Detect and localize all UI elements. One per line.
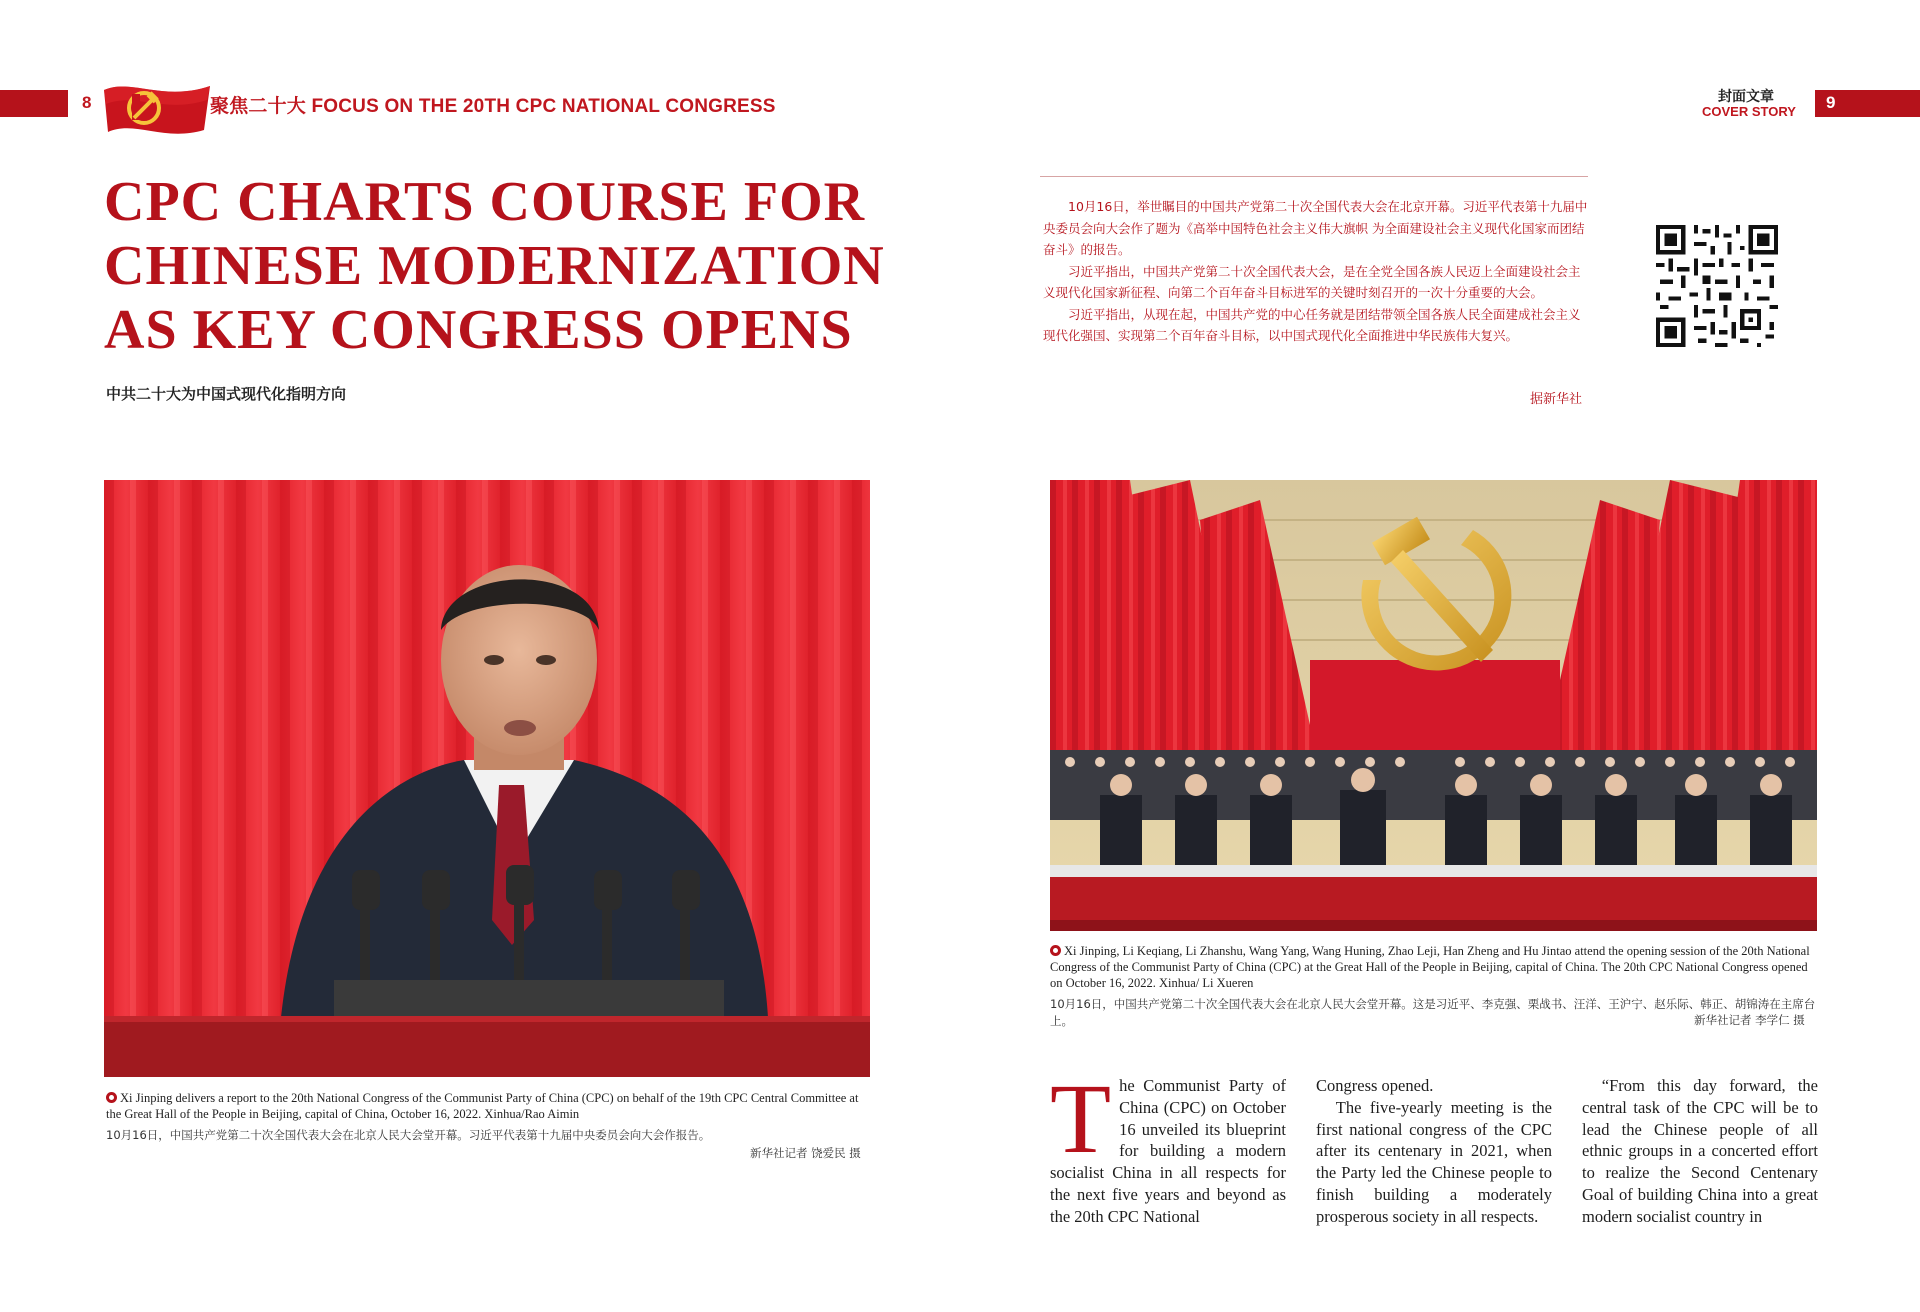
body-column-1 xyxy=(1050,1063,1286,1228)
body-paragraph: Congress opened. xyxy=(1316,1076,1434,1095)
congress-hall-photo xyxy=(1050,480,1817,931)
right-page-number: 9 xyxy=(1826,93,1836,112)
body-paragraph: he Communist Party of China (CPC) on October 16 unveiled its blueprint for building a modern socialist China in all respects for the next five years and beyond as the 20th CPC National xyxy=(1050,1076,1286,1226)
intro-cn xyxy=(1043,196,1588,347)
intro-source: 据新华社 xyxy=(1530,392,1583,407)
photo2-caption-cn: 10月16日，中国共产党第二十次全国代表大会在北京人民大会堂开幕。这是习近平、李克强、栗战书、汪洋、王沪宁、赵乐际、韩正、胡锦涛在主席台上。 xyxy=(1050,997,1816,1028)
camera-icon xyxy=(1050,945,1061,956)
left-header-bar xyxy=(0,90,68,117)
qr-code xyxy=(1656,225,1778,347)
section-heading: 聚焦二十大 FOCUS ON THE 20TH CPC NATIONAL CONGRESS xyxy=(210,96,776,117)
photo1-caption-cn: 10月16日，中国共产党第二十次全国代表大会在北京人民大会堂开幕。习近平代表第十九届中央委员会向大会作报告。 xyxy=(106,1128,711,1142)
headline-line: CHINESE MODERNIZATION xyxy=(104,235,885,297)
speaker-photo xyxy=(104,480,870,1077)
intro-paragraph: 10月16日，举世瞩目的中国共产党第二十次全国代表大会在北京开幕。习近平代表第十九届中央委员会向大会作了题为《高举中国特色社会主义伟大旗帜 为全面建设社会主义现代化国家而团结奋斗》的报告。 xyxy=(1043,199,1588,257)
intro-paragraph: 习近平指出，从现在起，中国共产党的中心任务就是团结带领全国各族人民全面建成社会主义现代化强国、实现第二个百年奋斗目标，以中国式现代化全面推进中华民族伟大复兴。 xyxy=(1043,306,1581,343)
photo2-caption-text: Xi Jinping, Li Keqiang, Li Zhanshu, Wang Yang, Wang Huning, Zhao Leji, Han Zheng and Hu Jintao attend the opening session of the 20th National Congress of the Communist Party of China (CPC) at the Great Hall of the People in Beijing, capital of China. The 20th CPC National Congress opened on October 16, 2022. Xinhua/ Li Xueren xyxy=(1050,944,1810,990)
party-flag-icon xyxy=(102,76,212,138)
photo2-credit: 新华社记者 李学仁 摄 xyxy=(1694,1013,1805,1027)
body-column-3 xyxy=(1582,1075,1818,1228)
photo2-caption xyxy=(1050,943,1818,991)
photo1-caption-text: Xi Jinping delivers a report to the 20th National Congress of the Communist Party of China (CPC) on behalf of the 19th CPC Central Committee at the Great Hall of the People in Beijing, capital of China, October 16, 2022. Xinhua/Rao Aimin xyxy=(106,1091,859,1121)
photo1-credit: 新华社记者 饶爱民 摄 xyxy=(750,1146,861,1160)
left-page-number: 8 xyxy=(82,93,92,112)
body-paragraph: “From this day forward, the central task of the CPC will be to lead the Chinese people of all ethnic groups in a concerted effort to realize the Second Centenary Goal of building China into a great modern socialist country in xyxy=(1582,1076,1818,1226)
cover-story-cn: 封面文章 xyxy=(1718,89,1774,105)
cover-story-en: COVER STORY xyxy=(1702,104,1796,119)
body-column-2 xyxy=(1316,1075,1552,1228)
headline xyxy=(104,170,894,362)
divider xyxy=(1040,176,1588,177)
drop-cap: T xyxy=(1050,1063,1112,1174)
body-paragraph: The five-yearly meeting is the first national congress of the CPC after its centenary in 2021, when the Party led the Chinese people to finish building a moderately prosperous society in all respects. xyxy=(1316,1097,1552,1226)
intro-paragraph: 习近平指出，中国共产党第二十次全国代表大会，是在全党全国各族人民迈上全面建设社会主义现代化国家新征程、向第二个百年奋斗目标进军的关键时刻召开的一次十分重要的大会。 xyxy=(1043,263,1581,300)
camera-icon xyxy=(106,1092,117,1103)
photo1-caption xyxy=(106,1090,876,1122)
subheading-cn: 中共二十大为中国式现代化指明方向 xyxy=(106,385,347,403)
headline-line: CPC CHARTS COURSE FOR xyxy=(104,171,866,233)
headline-line: AS KEY CONGRESS OPENS xyxy=(104,299,853,361)
